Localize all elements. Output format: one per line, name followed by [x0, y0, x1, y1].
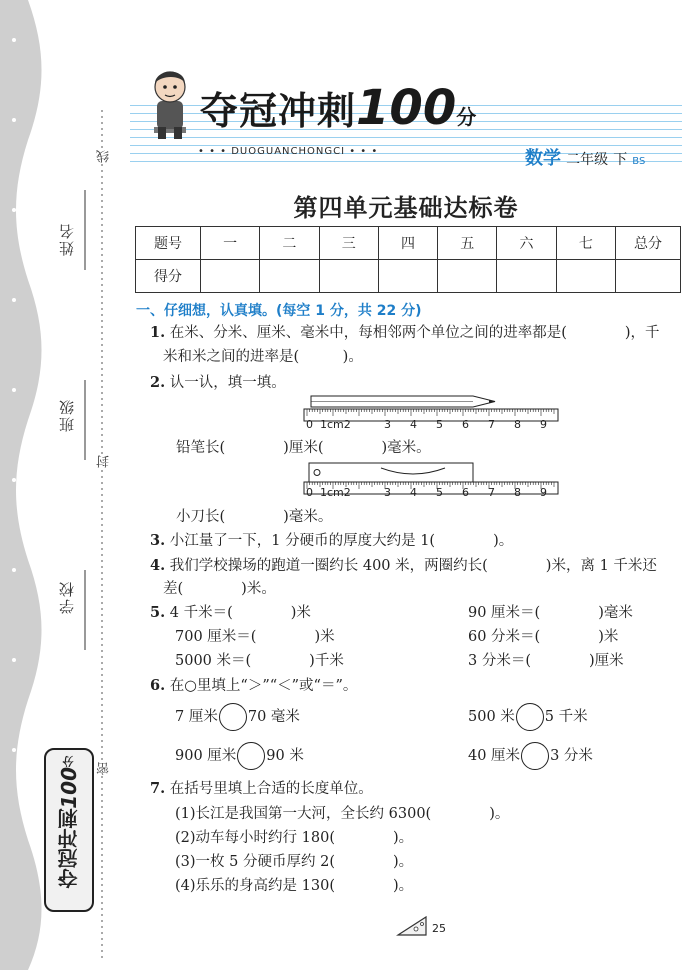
brand-stamp — [44, 748, 94, 912]
boy-mascot-icon — [140, 65, 198, 143]
ruler-tick-label: 4 — [410, 486, 417, 499]
score-cell: 五 — [438, 227, 497, 260]
score-table-score-row — [136, 260, 681, 293]
question-4-line-2: 差( )米。 — [163, 581, 276, 597]
question-number: 4. — [150, 557, 166, 574]
ruler-tick-label: 0 — [306, 418, 313, 431]
question-text: 在○里填上“＞”“＜”或“＝”。 — [169, 678, 358, 694]
score-input-cell[interactable] — [616, 260, 681, 293]
score-cell: 二 — [260, 227, 319, 260]
logo-pinyin: • • • DUOGUANCHONGCI • • • — [198, 146, 379, 157]
question-number: 6. — [150, 677, 166, 694]
ruler-tick-label: 8 — [514, 418, 521, 431]
knife-question: 小刀长( )毫米。 — [176, 509, 333, 525]
page-number: 25 — [432, 922, 446, 935]
seal-secret-label: 密 — [97, 762, 112, 775]
question-text: 在米、分米、厘米、毫米中，每相邻两个单位之间的进率都是( )，千 — [169, 325, 660, 341]
conversion-item: 5000 米＝( )千米 — [175, 653, 344, 669]
compare-item — [175, 742, 304, 770]
seal-line-label: 线 — [97, 150, 112, 163]
score-row-label: 得分 — [136, 260, 201, 293]
binding-sidebar — [0, 0, 118, 970]
compare-circle[interactable] — [521, 742, 549, 770]
ruler-tick-label: 7 — [488, 486, 495, 499]
score-cell: 六 — [497, 227, 556, 260]
question-text: 认一认，填一填。 — [169, 375, 286, 391]
seal-seal-label: 封 — [97, 455, 112, 468]
score-cell: 三 — [319, 227, 378, 260]
brand-logo — [200, 80, 477, 138]
ruler-tick-label: 0 — [306, 486, 313, 499]
question-4 — [150, 555, 657, 577]
brand-stamp-text: 夺冠冲刺 — [57, 808, 81, 889]
ruler-tick-label: 1cm2 — [320, 418, 351, 431]
ruler-tick-label: 9 — [540, 418, 547, 431]
compare-right: 3 分米 — [550, 748, 593, 764]
ruler-tick-label: 4 — [410, 418, 417, 431]
question-number: 5. — [150, 604, 166, 621]
question-text: 在括号里填上合适的长度单位。 — [169, 781, 373, 797]
class-label: 班级 — [58, 398, 76, 432]
question-number: 1. — [150, 324, 166, 341]
score-input-cell[interactable] — [497, 260, 556, 293]
ruler-tick-label: 3 — [384, 486, 391, 499]
brand-stamp-unit: 分 — [62, 756, 75, 767]
question-7 — [150, 778, 373, 800]
logo-text: 夺冠冲刺 — [200, 89, 357, 133]
conversion-item: 3 分米＝( )厘米 — [468, 653, 624, 669]
score-cell: 总分 — [616, 227, 681, 260]
ruler-tick-label: 5 — [436, 418, 443, 431]
question-5 — [150, 602, 311, 624]
ruler-tick-label: 7 — [488, 418, 495, 431]
subject-info — [525, 144, 645, 170]
score-input-cell[interactable] — [378, 260, 437, 293]
name-label: 姓名 — [58, 222, 76, 256]
logo-unit: 分 — [456, 105, 478, 129]
logo-number: 100 — [356, 80, 457, 136]
ruler-tick-label: 5 — [436, 486, 443, 499]
ruler-tick-label: 3 — [384, 418, 391, 431]
pencil-question: 铅笔长( )厘米( )毫米。 — [176, 440, 431, 456]
conversion-item: 4 千米＝( )米 — [169, 605, 311, 621]
page-title: 第四单元基础达标卷 — [293, 193, 519, 222]
score-cell: 七 — [556, 227, 615, 260]
unit-item: (4)乐乐的身高约是 130( )。 — [175, 878, 414, 894]
question-number: 3. — [150, 532, 166, 549]
ruler-tick-label: 6 — [462, 418, 469, 431]
section-heading: 一、仔细想，认真填。(每空 1 分，共 22 分) — [136, 303, 422, 319]
question-text: 小江量了一下，1 分硬币的厚度大约是 1( )。 — [169, 533, 514, 549]
ruler-tick-label: 1cm2 — [320, 486, 351, 499]
question-6 — [150, 675, 357, 697]
cheese-icon — [396, 913, 430, 939]
question-2 — [150, 372, 286, 394]
compare-circle[interactable] — [516, 703, 544, 731]
compare-circle[interactable] — [219, 703, 247, 731]
score-input-cell[interactable] — [438, 260, 497, 293]
compare-item — [468, 742, 593, 770]
school-label: 学校 — [58, 580, 76, 614]
ruler-tick-label: 6 — [462, 486, 469, 499]
conversion-item: 700 厘米＝( )米 — [175, 629, 335, 645]
compare-right: 5 千米 — [544, 709, 588, 725]
brand-stamp-num: 100 — [57, 767, 81, 809]
conversion-item: 90 厘米＝( )毫米 — [468, 605, 633, 621]
score-input-cell[interactable] — [319, 260, 378, 293]
conversion-item: 60 分米＝( )米 — [468, 629, 619, 645]
grade: 二年级 — [566, 152, 609, 168]
score-cell: 四 — [378, 227, 437, 260]
question-number: 7. — [150, 780, 166, 797]
subject: 数学 — [525, 148, 561, 169]
compare-item — [175, 703, 300, 731]
compare-right: 70 毫米 — [247, 709, 300, 725]
edition: BS — [632, 156, 646, 167]
compare-right: 90 米 — [266, 748, 304, 764]
score-cell: 题号 — [136, 227, 201, 260]
compare-left: 900 厘米 — [175, 748, 237, 764]
unit-item: (1)长江是我国第一大河，全长约 6300( )。 — [175, 806, 510, 822]
score-table-header-row — [136, 227, 681, 260]
question-3 — [150, 530, 513, 552]
ruler-tick-label: 9 — [540, 486, 547, 499]
unit-item: (3)一枚 5 分硬币厚约 2( )。 — [175, 854, 414, 870]
compare-circle[interactable] — [237, 742, 265, 770]
question-text: 我们学校操场的跑道一圈约长 400 米，两圈约长( )米，离 1 千米还 — [169, 558, 657, 574]
score-input-cell[interactable] — [556, 260, 615, 293]
score-input-cell[interactable] — [260, 260, 319, 293]
compare-left: 40 厘米 — [468, 748, 521, 764]
compare-item — [468, 703, 588, 731]
score-input-cell[interactable] — [201, 260, 260, 293]
compare-left: 7 厘米 — [175, 709, 218, 725]
compare-left: 500 米 — [468, 709, 515, 725]
score-cell: 一 — [201, 227, 260, 260]
score-table — [135, 226, 681, 293]
question-number: 2. — [150, 374, 166, 391]
question-1-line-2: 米和米之间的进率是( )。 — [163, 349, 363, 365]
question-1 — [150, 322, 660, 344]
term: 下 — [613, 152, 628, 168]
ruler-tick-label: 8 — [514, 486, 521, 499]
unit-item: (2)动车每小时约行 180( )。 — [175, 830, 414, 846]
